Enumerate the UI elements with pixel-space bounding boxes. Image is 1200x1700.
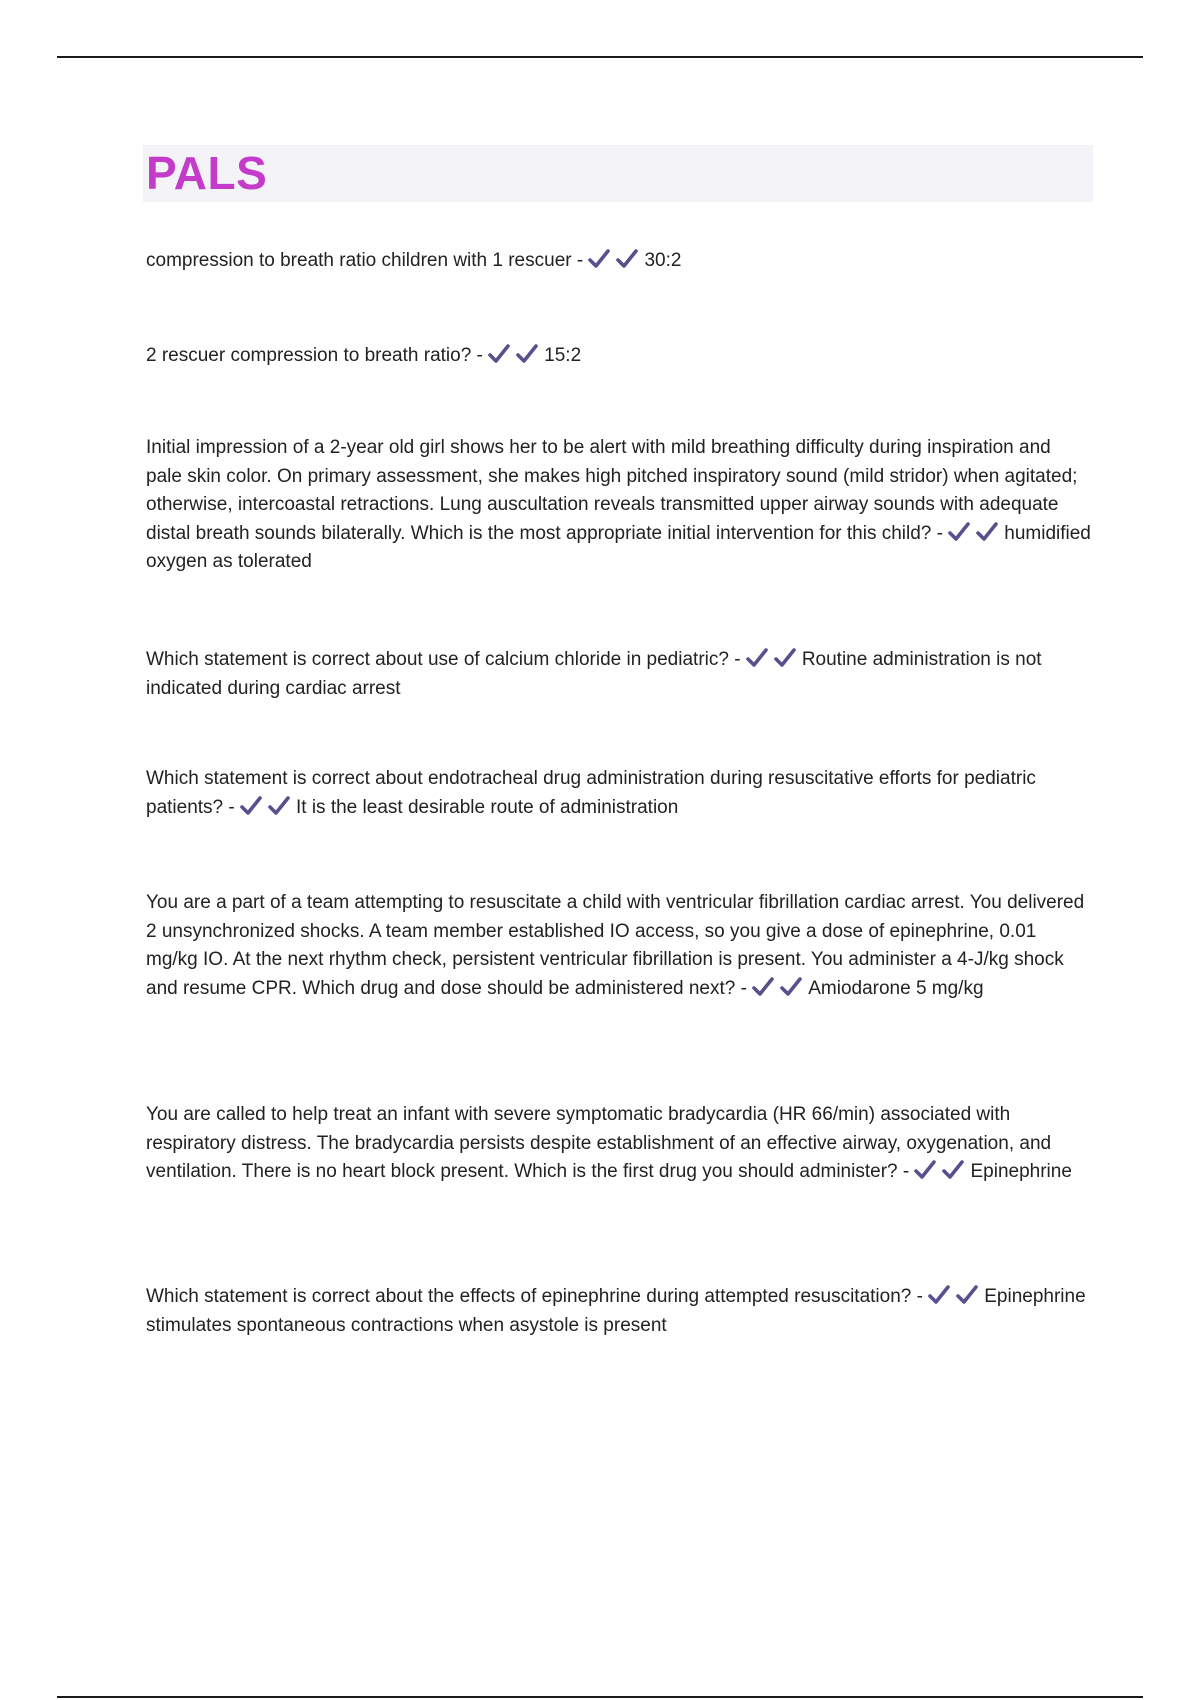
answer-text: humidified oxygen as tolerated — [146, 522, 1091, 572]
top-rule — [57, 56, 1143, 58]
question-text: Which statement is correct about the effects of epinephrine during attempted resuscitation? - — [146, 1286, 929, 1307]
answer-text: Amiodarone 5 mg/kg — [808, 977, 984, 999]
checkmark-icon — [616, 249, 638, 269]
checkmark-icon — [588, 249, 610, 269]
answer-checkmarks — [746, 649, 802, 670]
question-text: compression to breath ratio children with 1 rescuer - — [146, 250, 589, 271]
answer-text: Epinephrine stimulates spontaneous contractions when asystole is present — [146, 1286, 1086, 1336]
question-text: Which statement is correct about use of calcium chloride in pediatric? - — [146, 649, 746, 670]
answer-text: It is the least desirable route of administration — [296, 796, 679, 818]
question-text: 2 rescuer compression to breath ratio? - — [146, 345, 489, 366]
title-band — [143, 145, 1093, 202]
qa-item — [146, 434, 1091, 577]
qa-item — [146, 247, 1096, 276]
answer-text: Routine administration is not indicated during cardiac arrest — [146, 649, 1042, 699]
question-text: Initial impression of a 2-year old girl shows her to be alert with mild breathing difficulty during inspiration and pale skin color. On primary assessment, she makes high pitched inspiratory sound (mild stridor) when agitated; otherwise, intercoastal retractions. Lung auscultation reveals transmitted upper airway sounds with adequate distal breath sounds bilaterally. Which is the most appropriate initial intervention for this child? - — [146, 437, 1078, 544]
qa-item — [146, 1101, 1096, 1187]
answer-checkmarks — [914, 1161, 970, 1182]
answer-text: Epinephrine — [970, 1161, 1072, 1182]
answer-text: 30:2 — [644, 250, 682, 271]
qa-item — [146, 646, 1096, 703]
answer-checkmarks — [240, 797, 296, 818]
checkmark-icon — [752, 977, 774, 997]
answer-checkmarks — [948, 523, 1004, 544]
checkmark-icon — [774, 648, 796, 668]
checkmark-icon — [942, 1160, 964, 1180]
qa-item — [146, 765, 1086, 822]
question-text: You are a part of a team attempting to resuscitate a child with ventricular fibrillation cardiac arrest. You delivered 2 unsynchronized shocks. A team member established IO access, so you give a dose of epinephrine, 0.01 mg/kg IO. At the next rhythm check, persistent ventricular fibrillation is present. You administer a 4-J/kg shock and resume CPR. Which drug and dose should be administered next? - — [146, 892, 1085, 999]
answer-checkmarks — [752, 978, 808, 999]
qa-item — [146, 1283, 1086, 1340]
answer-text: 15:2 — [544, 345, 582, 366]
answer-checkmarks — [588, 250, 644, 271]
bottom-rule — [57, 1696, 1143, 1698]
question-text: Which statement is correct about endotracheal drug administration during resuscitative efforts for pediatric patients? - — [146, 768, 1036, 818]
checkmark-icon — [268, 796, 290, 816]
page-title: PALS — [146, 147, 268, 199]
answer-checkmarks — [928, 1286, 984, 1307]
checkmark-icon — [488, 344, 510, 364]
question-text: You are called to help treat an infant with severe symptomatic bradycardia (HR 66/min) associated with respiratory distress. The bradycardia persists despite establishment of an effective airway, oxygenation, and ventilation. There is no heart block present. Which is the first drug you should administer? - — [146, 1104, 1052, 1182]
checkmark-icon — [746, 648, 768, 668]
checkmark-icon — [948, 522, 970, 542]
answer-checkmarks — [488, 345, 544, 366]
checkmark-icon — [976, 522, 998, 542]
qa-item — [146, 342, 1096, 371]
checkmark-icon — [914, 1160, 936, 1180]
checkmark-icon — [516, 344, 538, 364]
qa-item — [146, 889, 1091, 1003]
checkmark-icon — [240, 796, 262, 816]
checkmark-icon — [956, 1285, 978, 1305]
checkmark-icon — [928, 1285, 950, 1305]
checkmark-icon — [780, 977, 802, 997]
